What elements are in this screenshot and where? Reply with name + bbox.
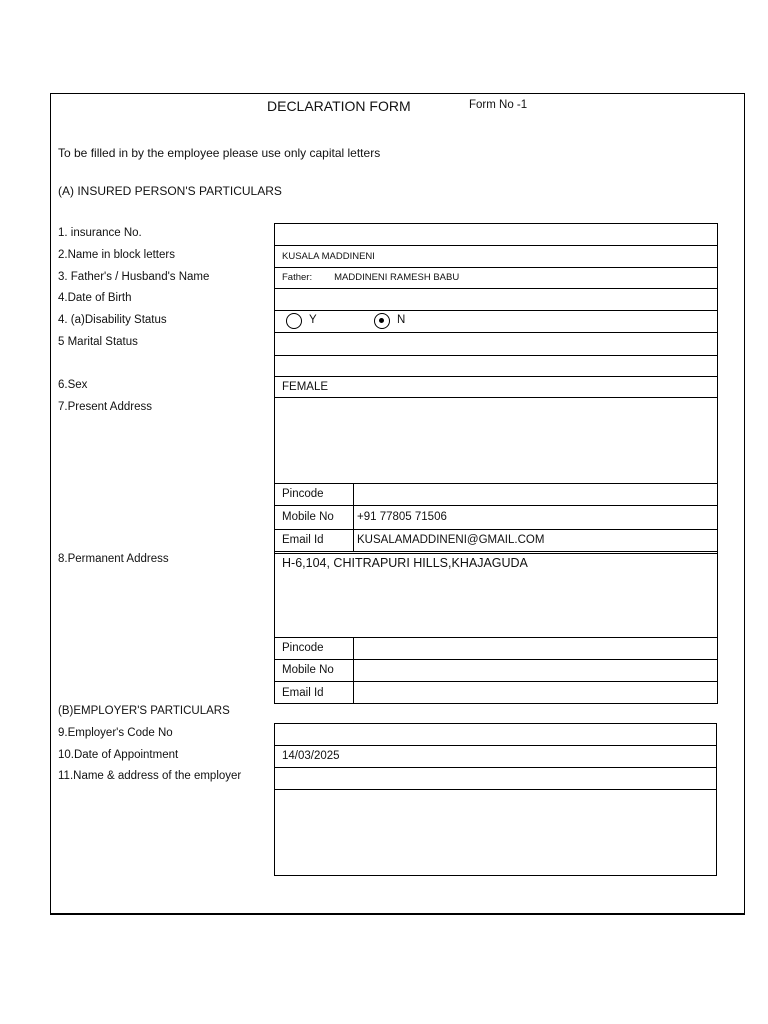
permanent-pincode-field[interactable]: [353, 637, 718, 659]
label-sex: 6.Sex: [58, 379, 88, 391]
present-mobile-field[interactable]: +91 77805 71506: [357, 511, 447, 523]
section-b-heading: (B)EMPLOYER'S PARTICULARS: [58, 705, 230, 717]
disability-n-label: N: [397, 314, 406, 326]
row-divider: [274, 355, 718, 356]
present-email-label: Email Id: [282, 534, 324, 546]
present-mobile-label: Mobile No: [282, 511, 334, 523]
radio-selected-dot: [379, 318, 384, 323]
appointment-date-field[interactable]: 14/03/2025: [282, 750, 340, 762]
permanent-email-label: Email Id: [282, 686, 324, 699]
sex-field[interactable]: FEMALE: [282, 380, 329, 393]
label-employer-name: 11.Name & address of the employer: [58, 770, 242, 782]
label-dob: 4.Date of Birth: [58, 292, 132, 304]
label-father-name: 3. Father's / Husband's Name: [58, 271, 210, 283]
disability-n-radio[interactable]: [374, 313, 390, 329]
permanent-mobile-field[interactable]: [353, 659, 718, 681]
father-name-value: MADDINENI RAMESH BABU: [334, 272, 460, 283]
label-disability: 4. (a)Disability Status: [58, 314, 167, 326]
section-a-heading: (A) INSURED PERSON'S PARTICULARS: [58, 184, 282, 198]
label-permanent-address: 8.Permanent Address: [58, 553, 169, 565]
row-divider: [274, 310, 718, 311]
employer-code-field[interactable]: [274, 723, 717, 745]
present-address-field[interactable]: [274, 397, 718, 483]
present-pincode-label: Pincode: [282, 488, 324, 500]
disability-y-radio[interactable]: [286, 313, 302, 329]
permanent-email-field[interactable]: [353, 681, 718, 704]
employer-name-field[interactable]: [274, 767, 717, 789]
label-name: 2.Name in block letters: [58, 249, 175, 261]
marital-status-field[interactable]: [274, 332, 718, 355]
form-title: DECLARATION FORM: [267, 98, 411, 114]
present-pincode-field[interactable]: [353, 483, 718, 505]
father-name-field[interactable]: [274, 267, 718, 288]
dob-field[interactable]: [274, 288, 718, 310]
permanent-mobile-label: Mobile No: [282, 664, 334, 676]
label-present-address: 7.Present Address: [58, 401, 152, 413]
label-appointment-date: 10.Date of Appointment: [58, 749, 179, 761]
label-insurance-no: 1. insurance No.: [58, 227, 142, 239]
relation-label: Father:: [282, 272, 313, 283]
present-email-field[interactable]: KUSALAMADDINENI@GMAIL.COM: [357, 534, 545, 546]
label-employer-code: 9.Employer's Code No: [58, 727, 173, 739]
insurance-no-field[interactable]: [274, 223, 718, 245]
disability-y-label: Y: [309, 314, 317, 326]
form-number: Form No -1: [469, 99, 528, 111]
permanent-address-field[interactable]: H-6,104, CHITRAPURI HILLS,KHAJAGUDA: [282, 556, 528, 570]
permanent-pincode-label: Pincode: [282, 642, 324, 654]
employer-address-field[interactable]: [274, 789, 717, 876]
instruction-text: To be filled in by the employee please use only capital letters: [58, 146, 381, 160]
name-field[interactable]: KUSALA MADDINENI: [282, 250, 375, 262]
label-marital: 5 Marital Status: [58, 336, 138, 348]
